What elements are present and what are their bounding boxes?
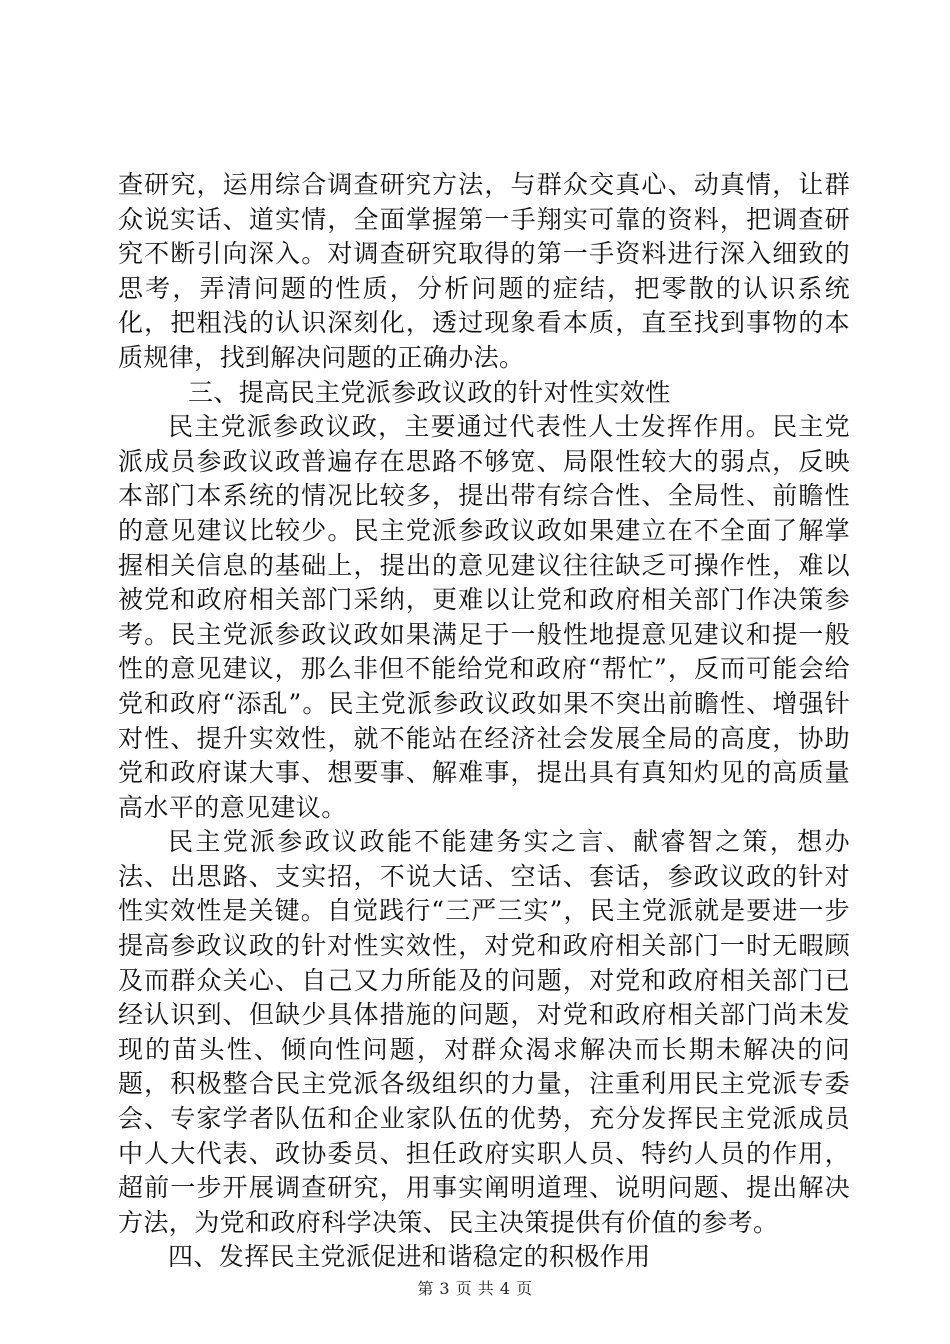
section-heading-4: 四、发挥民主党派促进和谐稳定的积极作用 — [168, 1242, 651, 1272]
paragraph: 民主党派参政议政能不能建务实之言、献睿智之策，想办法、出思路、支实招，不说大话、空话、套话，参政议政的针对性实效性是关键。自觉践行“三严三实”，民主党派就是要进一步提高参政议政的针对性实效性，对党和政府相关部门一时无暇顾及而群众关心、自己又力所能及的问题，对党和政府相关部门已经认识到、但缺少具体措施的问题，对党和政府相关部门尚未发现的苗头性、倾向性问题，对群众渴求解决而长期未解决的问题，积极整合民主党派各级组织的力量，注重利用民主党派专委会、专家学者队伍和企业家队伍的优势，充分发挥民主党派成员中人大代表、政协委员、担任政府实职人员、特约人员的作用，超前一步开展调查研究，用事实阐明道理、说明问题、提出解决方法，为党和政府科学决策、民主决策提供有价值的参考。 — [118, 827, 850, 1237]
section-heading-3: 三、提高民主党派参政议政的针对性实效性 — [188, 377, 671, 407]
paragraph: 民主党派参政议政，主要通过代表性人士发挥作用。民主党派成员参政议政普遍存在思路不够宽、局限性较大的弱点，反映本部门本系统的情况比较多，提出带有综合性、全局性、前瞻性的意见建议比较少。民主党派参政议政如果建立在不全面了解掌握相关信息的基础上，提出的意见建议往往缺乏可操作性，难以被党和政府相关部门采纳，更难以让党和政府相关部门作决策参考。民主党派参政议政如果满足于一般性地提意见建议和提一般性的意见建议，那么非但不能给党和政府“帮忙”，反而可能会给党和政府“添乱”。民主党派参政议政如果不突出前瞻性、增强针对性、提升实效性，就不能站在经济社会发展全局的高度，协助党和政府谋大事、想要事、解难事，提出具有真知灼见的高质量高水平的意见建议。 — [118, 412, 850, 822]
paragraph-continued: 查研究，运用综合调查研究方法，与群众交真心、动真情，让群众说实话、道实情，全面掌握第一手翔实可靠的资料，把调查研究不断引向深入。对调查研究取得的第一手资料进行深入细致的思考，弄清问题的性质，分析问题的症结，把零散的认识系统化，把粗浅的认识深刻化，透过现象看本质，直至找到事物的本质规律，找到解决问题的正确办法。 — [118, 170, 850, 372]
document-body — [118, 168, 850, 1275]
page-footer: 第 3 页 共 4 页 — [417, 1279, 533, 1298]
